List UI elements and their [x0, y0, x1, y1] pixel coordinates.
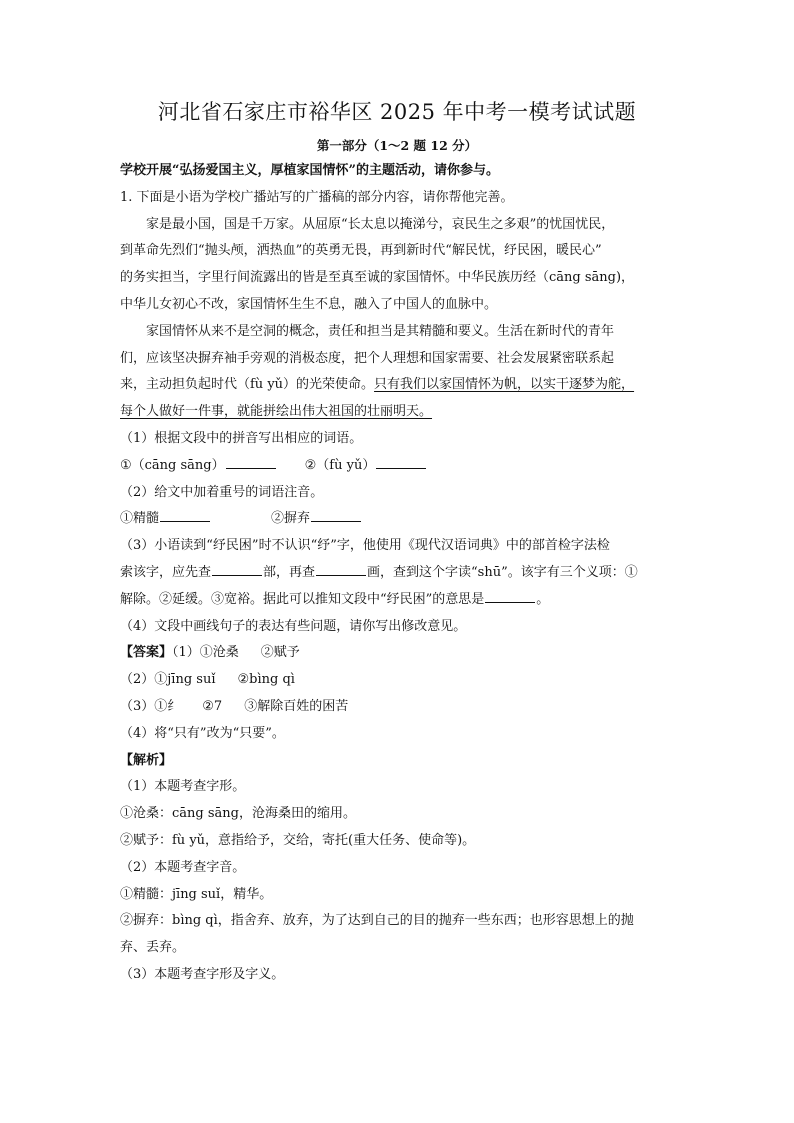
question-text: 解除。②延缓。③宽裕。据此可以推知文段中“纾民困”的意思是 — [120, 591, 485, 607]
answer-text: （3）①纟 — [120, 698, 181, 714]
question-text: 画，查到这个字读“shū”。该字有三个义项：① — [367, 564, 638, 580]
question-text: 索该字，应先查 — [120, 564, 212, 580]
analysis-line: ①精髓：jīng suǐ，精华。 — [120, 886, 273, 902]
answer-section — [120, 640, 675, 747]
sub-question-2-blanks — [120, 506, 675, 533]
answer-label: 【答案】 — [120, 645, 173, 661]
passage-line: 们，应该坚决摒弃袖手旁观的消极态度，把个人理想和国家需要、社会发展紧密联系起 — [120, 350, 615, 366]
answer-blank[interactable] — [160, 507, 210, 522]
answer-line — [120, 640, 675, 667]
answer-blank[interactable] — [212, 561, 262, 576]
analysis-section — [120, 748, 675, 989]
answer-text: ③解除百姓的困苦 — [244, 698, 349, 714]
sub-question-3: （3）小语读到“纾民困”时不认识“纾”字，他使用《现代汉语词典》中的部首检字法检 — [120, 538, 610, 554]
blank-label: ①精髓 — [120, 511, 160, 527]
sub-question-1: （1）根据文段中的拼音写出相应的词语。 — [120, 430, 363, 446]
analysis-label: 【解析】 — [120, 752, 173, 768]
answer-text: （1）①沧桑 — [172, 645, 239, 661]
blank-label: ②（fù yǔ） — [304, 457, 376, 473]
question-text: 。 — [536, 591, 550, 607]
passage-line: 中华儿女初心不改，家国情怀生生不息，融入了中国人的血脉中。 — [120, 296, 498, 312]
passage-line — [120, 372, 675, 399]
underlined-sentence: 只有我们以家国情怀为帆，以实干逐梦为舵， — [374, 377, 635, 393]
answer-line — [120, 694, 675, 721]
question-stem: 1. 下面是小语为学校广播站写的广播稿的部分内容，请你帮他完善。 — [120, 189, 514, 205]
answer-line — [120, 667, 675, 694]
passage-line — [120, 399, 675, 426]
answer-text: ②赋予 — [260, 645, 300, 661]
analysis-line: （3）本题考查字形及字义。 — [120, 966, 285, 982]
answer-text: （2）①jīng suǐ — [120, 672, 216, 688]
sub-questions — [120, 426, 675, 640]
analysis-line: ②赋予：fù yǔ，意指给予，交给，寄托(重大任务、使命等)。 — [120, 832, 476, 848]
passage-line: 的务实担当，字里行间流露出的皆是至真至诚的家国情怀。中华民族历经（cāng sāng)， — [120, 270, 635, 286]
answer-blank[interactable] — [311, 507, 361, 522]
analysis-line: 弃、丢弃。 — [120, 940, 186, 956]
passage-line: 家是最小国，国是千万家。从屈原“长太息以掩涕兮，哀民生之多艰”的忧国忧民， — [146, 216, 615, 232]
answer-text: ②bìng qì — [237, 672, 295, 688]
question-text: 部，再查 — [263, 564, 316, 580]
answer-blank[interactable] — [376, 454, 426, 469]
blank-label: ②摒弃 — [271, 511, 311, 527]
answer-blank[interactable] — [226, 454, 276, 469]
sub-question-1-blanks — [120, 453, 675, 480]
answer-text: ②7 — [202, 698, 223, 714]
sub-question-2: （2）给文中加着重号的词语注音。 — [120, 484, 324, 500]
passage-line: 家国情怀从来不是空洞的概念，责任和担当是其精髓和要义。生活在新时代的青年 — [146, 323, 615, 339]
sub-question-3-line — [120, 560, 675, 587]
underlined-sentence: 每个人做好一件事，就能拼绘出伟大祖国的壮丽明天。 — [120, 404, 433, 420]
blank-label: ①（cāng sāng） — [120, 457, 225, 473]
passage-line: 到革命先烈们“抛头颅，洒热血”的英勇无畏，再到新时代“解民忧，纾民困，暖民心” — [120, 243, 602, 259]
answer-blank[interactable] — [316, 561, 366, 576]
analysis-line: ①沧桑：cāng sāng，沧海桑田的缩用。 — [120, 806, 356, 822]
passage-text: 来，主动担负起时代（fù yǔ）的光荣使命。 — [120, 377, 375, 393]
activity-intro: 学校开展“弘扬爱国主义，厚植家国情怀”的主题活动，请你参与。 — [120, 163, 499, 178]
page-title: 河北省石家庄市裕华区 2025 年中考一模考试试题 — [157, 100, 637, 124]
answer-line: （4）将“只有”改为“只要”。 — [120, 725, 285, 741]
analysis-line: （2）本题考查字音。 — [120, 859, 246, 875]
analysis-line: （1）本题考查字形。 — [120, 779, 246, 795]
section-heading: 第一部分（1～2 题 12 分） — [316, 138, 478, 153]
sub-question-4: （4）文段中画线句子的表达有些问题，请你写出修改意见。 — [120, 618, 467, 634]
analysis-line: ②摒弃：bìng qì，指舍弃、放弃，为了达到自己的目的抛弃一些东西；也形容思想上的抛 — [120, 913, 634, 929]
sub-question-3-line — [120, 587, 675, 614]
content-body — [120, 158, 675, 989]
passage — [120, 212, 675, 426]
answer-blank[interactable] — [485, 588, 535, 603]
